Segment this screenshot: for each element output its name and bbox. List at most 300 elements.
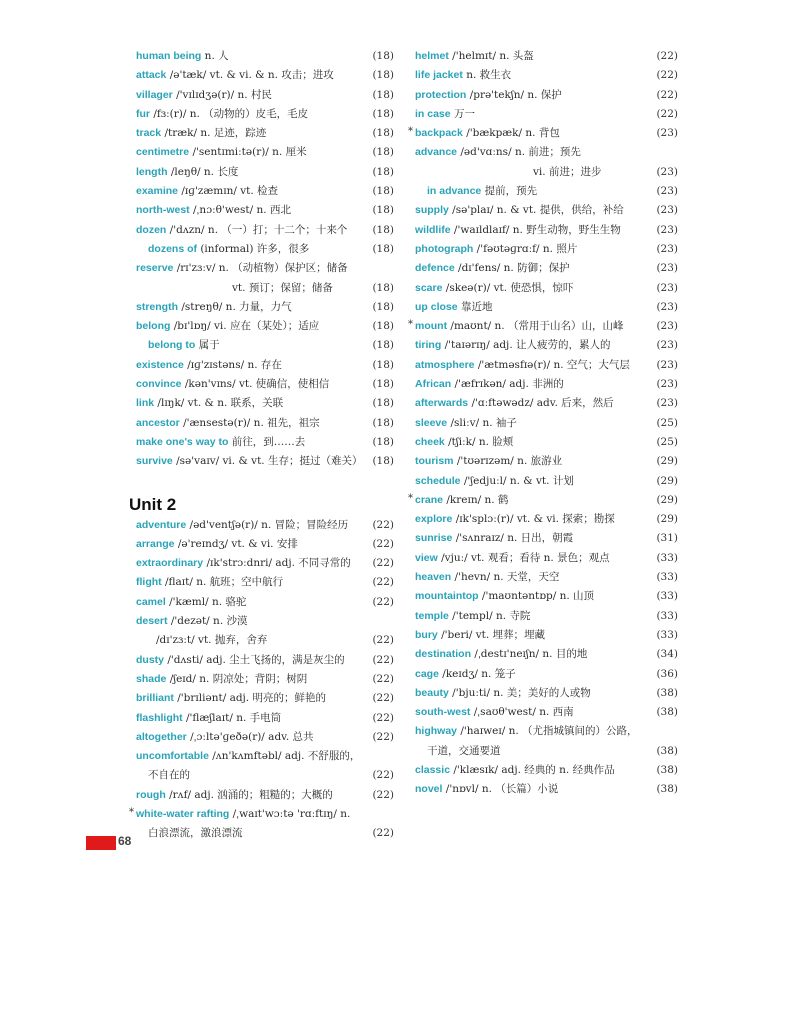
definition: /ə'reɪndʒ/ vt. & vi. 安排 [174,537,298,550]
vocab-entry [408,317,678,336]
headword: link [136,397,155,410]
vocab-list-unit2 [129,516,394,844]
entry-text [415,259,638,278]
vocab-entry [415,626,678,645]
entry-text [136,163,354,182]
headword: African [415,378,452,391]
definition: vt. 预订；保留；储备 [232,281,333,294]
page-reference: (25) [656,435,678,448]
page-number: 68 [118,834,132,848]
vocab-entry [415,452,678,471]
entry-text [415,240,638,259]
definition: 干道，交通要道 [427,744,501,757]
definition: /rɪ'zɜːv/ n. （动植物）保护区；储备 [173,262,348,275]
entry-text [136,298,354,317]
vocab-entry [415,472,678,491]
headword: flashlight [136,711,183,724]
vocab-entry [136,689,394,708]
entry-text [136,593,354,612]
vocab-entry [136,47,394,66]
headword: classic [415,763,451,776]
headword: extraordinary [136,557,204,570]
headword: sleeve [415,416,448,429]
vocab-entry [136,824,394,843]
vocab-entry [415,47,678,66]
entry-text [232,279,354,298]
star-mark: * [408,319,413,331]
vocab-entry [415,665,678,684]
headword: centimetre [136,146,190,159]
definition: /ə'tæk/ vt. & vi. & n. 攻击；进攻 [166,69,334,82]
definition: /'ænsestə(r)/ n. 祖先，祖宗 [179,416,320,429]
headword: desert [136,615,168,628]
vocab-entry [136,554,394,573]
entry-text [415,780,638,799]
page-reference: (33) [656,609,678,622]
page-reference: (38) [656,686,678,699]
vocab-entry [136,279,394,298]
vocab-list-unit2-continued [408,47,678,800]
entry-text [408,317,638,336]
entry-text [415,66,638,85]
entry-text [156,631,354,650]
definition: /sliːv/ n. 袖子 [447,416,517,429]
vocab-entry [136,240,394,259]
right-column [408,47,678,800]
definition: /skeə(r)/ vt. 使恐惧，惊吓 [442,281,574,294]
definition: /'ʃedjuːl/ n. & vt. 计划 [460,474,574,487]
page-reference: (23) [656,262,678,275]
definition: vi. 前进；进步 [533,165,602,178]
page-reference: (22) [372,711,394,724]
entry-text [415,143,638,162]
entry-text [415,510,638,529]
definition: n. 救生衣 [462,69,512,82]
headword: scare [415,281,443,294]
headword: helmet [415,50,449,62]
page-reference: (23) [656,378,678,391]
vocab-entry [415,143,678,162]
headword: examine [136,185,179,198]
vocab-entry [415,587,678,606]
page-reference: (18) [372,50,394,62]
page-reference: (29) [656,493,678,506]
page-reference: (22) [372,653,394,666]
vocab-entry [415,703,678,722]
page-reference: (18) [372,320,394,333]
definition: /ˌwaɪt'wɔːtə 'rɑːftɪŋ/ n. [229,807,351,820]
vocab-entry [136,375,394,394]
page-reference: (23) [656,223,678,236]
definition: /sə'plaɪ/ n. & vt. 提供，供给，补给 [448,204,624,217]
definition: 万一 [450,107,475,120]
entry-text [415,47,638,66]
vocab-entry [415,568,678,587]
vocab-entry [415,221,678,240]
page-reference: (18) [372,146,394,159]
headword: brilliant [136,692,174,705]
headword: view [415,551,438,564]
vocab-entry [415,66,678,85]
page-reference: (18) [372,455,394,468]
definition: /dɪ'fens/ n. 防御；保护 [454,262,570,275]
definition: /ɪɡ'zæmɪn/ vt. 检查 [178,185,279,198]
headword: track [136,127,162,140]
entry-text [136,516,354,535]
page-reference: (38) [656,744,678,757]
headword: reserve [136,262,174,275]
headword: dusty [136,653,165,666]
headword: backpack [415,127,463,140]
vocab-entry [136,651,394,670]
definition: /'bjuːti/ n. 美；美好的人或物 [448,686,591,699]
page-reference: (23) [656,339,678,352]
vocab-entry [136,593,394,612]
vocab-entry [136,612,394,631]
definition: /'waɪldlaɪf/ n. 野生动物，野生生物 [450,223,621,236]
page-reference: (22) [656,107,678,120]
vocab-entry [136,433,394,452]
entry-text [136,259,354,278]
entry-text [136,554,354,573]
vocab-entry [136,535,394,554]
headword: novel [415,783,443,796]
left-column [129,47,394,844]
definition: /'klæsɪk/ adj. 经典的 n. 经典作品 [450,763,615,776]
page-reference: (18) [372,127,394,140]
entry-text [136,433,354,452]
page-reference: (29) [656,455,678,468]
entry-text [415,336,638,355]
headword: cheek [415,435,445,448]
headword: supply [415,204,449,217]
definition: /sə'vaɪv/ vi. & vt. 生存；挺过（难关） [172,455,363,468]
definition: /rʌf/ adj. 汹涌的；粗糙的；大概的 [165,788,333,801]
headword: belong to [148,339,196,352]
vocab-entry [136,163,394,182]
entry-text [136,124,354,143]
headword: strength [136,300,178,313]
vocab-entry [415,375,678,394]
entry-text [136,728,354,747]
headword: arrange [136,537,175,550]
page-reference: (22) [372,595,394,608]
page-reference: (22) [656,88,678,101]
vocab-entry [136,516,394,535]
headword: dozen [136,223,167,236]
page-reference: (18) [372,416,394,429]
vocab-list-unit1 [136,47,394,472]
entry-text [415,645,638,664]
definition: /leŋθ/ n. 长度 [167,165,239,178]
entry-text [415,452,638,471]
page-reference: (22) [372,576,394,589]
page-reference: (29) [656,513,678,526]
vocab-entry [415,780,678,799]
page-reference: (18) [372,88,394,101]
page-reference: (22) [372,730,394,743]
definition: /'dʌzn/ n. （一）打；十二个；十来个 [166,223,348,236]
definition: /ɪk'splɔː(r)/ vt. & vi. 探索；勘探 [452,513,615,526]
definition: /'bækpæk/ n. 背包 [462,127,560,140]
vocab-entry [136,747,394,766]
vocab-entry [408,124,678,143]
definition: /'tʊərɪzəm/ n. 旅游业 [453,455,563,468]
entry-text [408,124,638,143]
page-reference: (22) [372,827,394,840]
headword: defence [415,262,455,275]
headword: heaven [415,571,452,584]
vocab-entry [136,182,394,201]
vocab-entry [415,510,678,529]
entry-text [136,317,354,336]
page-reference: (23) [656,185,678,198]
entry-text [136,747,361,766]
entry-text [148,336,354,355]
definition: /əd'ventʃə(r)/ n. 冒险；冒险经历 [186,518,349,531]
headword: south-west [415,706,471,719]
page-reference: (23) [656,281,678,294]
vocab-entry [415,86,678,105]
headword: atmosphere [415,358,475,371]
vocab-entry [136,259,394,278]
definition: /lɪŋk/ vt. & n. 联系，关联 [154,397,284,410]
definition: /prə'tekʃn/ n. 保护 [466,88,562,101]
entry-text [415,722,638,741]
vocab-entry [136,414,394,433]
headword: flight [136,576,162,589]
headword: convince [136,378,182,391]
unit-heading: Unit 2 [129,494,177,514]
page-reference: (34) [656,648,678,661]
definition: /dɪ'zɜːt/ vt. 抛弃，舍弃 [156,634,268,647]
page-reference: (23) [656,165,678,178]
definition: /'fəʊtəɡrɑːf/ n. 照片 [473,242,578,255]
page-reference: (18) [372,107,394,120]
headword: mountaintop [415,590,479,603]
page-reference: (22) [372,518,394,531]
definition: /tʃiːk/ n. 脸颊 [444,435,514,448]
entry-text [415,201,638,220]
headword: shade [136,672,167,685]
page-reference: (23) [656,127,678,140]
vocab-entry [415,163,678,182]
entry-text [129,805,354,824]
definition: /'ɑːftəwədz/ adv. 后来，然后 [468,397,614,410]
vocab-entry [136,573,394,592]
page-reference: (33) [656,628,678,641]
entry-text [136,375,354,394]
definition: 前往，到……去 [228,435,306,448]
star-mark: * [129,806,134,818]
definition: 不自在的 [148,769,190,782]
vocab-entry [129,805,394,824]
page-reference: (18) [372,339,394,352]
page-reference: (22) [656,50,678,62]
vocab-entry [136,66,394,85]
page-reference: (18) [372,204,394,217]
entry-text [136,651,354,670]
headword: life jacket [415,69,463,82]
headword: dozens of [148,242,197,255]
vocab-entry [136,336,394,355]
page-reference: (22) [372,788,394,801]
definition: /'helmɪt/ n. 头盔 [448,50,534,62]
vocab-entry [136,356,394,375]
definition: /'æfrɪkən/ adj. 非洲的 [451,378,564,391]
definition: /streŋθ/ n. 力量，力气 [178,300,292,313]
definition: /'ætməsfɪə(r)/ n. 空气；大气层 [474,358,630,371]
page-reference: (38) [656,706,678,719]
definition: /ʃeɪd/ n. 阴凉处；背阴；树阴 [166,672,308,685]
vocab-entry [136,201,394,220]
entry-text [136,573,354,592]
vocab-entry [415,549,678,568]
page-reference: (36) [656,667,678,680]
entry-text [148,240,354,259]
vocab-entry [415,433,678,452]
entry-text [136,143,354,162]
entry-text [136,535,354,554]
page-reference: (18) [372,397,394,410]
definition: /'maʊntəntɒp/ n. 山顶 [478,590,595,603]
vocab-entry [136,298,394,317]
definition: /'sentɪmiːtə(r)/ n. 厘米 [189,146,307,159]
vocab-entry [415,356,678,375]
entry-text [136,356,354,375]
page-reference: (33) [656,590,678,603]
entry-text [136,394,354,413]
definition: /'flæʃlaɪt/ n. 手电筒 [182,711,282,724]
vocab-entry [136,786,394,805]
entry-text [136,105,354,124]
headword: advance [415,146,458,159]
headword: destination [415,648,472,661]
headword: ancestor [136,416,180,429]
definition: /'haɪweɪ/ n. （尤指城镇间的）公路， [457,725,638,738]
vocab-entry [415,529,678,548]
definition: 白浪漂流，激浪漂流 [148,827,243,840]
page-marker-bar [86,836,116,850]
vocab-entry [415,761,678,780]
headword: cage [415,667,439,680]
headword: wildlife [415,223,451,236]
headword: adventure [136,518,187,531]
star-mark: * [408,492,413,504]
star-mark: * [408,126,413,138]
headword: make one's way to [136,435,229,448]
entry-text [415,298,638,317]
headword: sunrise [415,532,453,545]
headword: beauty [415,686,449,699]
headword: afterwards [415,397,469,410]
definition: /flaɪt/ n. 航班；空中航行 [161,576,284,589]
entry-text [427,182,638,201]
entry-text [136,612,354,631]
entry-text [415,568,638,587]
entry-text [415,761,638,780]
entry-text [415,86,638,105]
definition: /ɪk'strɔːdnri/ adj. 不同寻常的 [203,557,351,570]
vocab-entry [136,670,394,689]
headword: north-west [136,204,190,217]
page-reference: (18) [372,185,394,198]
definition: /'dʌsti/ adj. 尘土飞扬的，满是灰尘的 [164,653,345,666]
entry-text [415,433,638,452]
page-reference: (18) [372,69,394,82]
headword: temple [415,609,449,622]
headword: human being [136,50,202,62]
definition: /'kæml/ n. 骆驼 [165,595,247,608]
definition: /'taɪərɪŋ/ adj. 让人疲劳的，累人的 [441,339,611,352]
definition: /keɪdʒ/ n. 笼子 [438,667,516,680]
entry-text [148,824,354,843]
entry-text [136,709,354,728]
definition: /'hevn/ n. 天堂，天空 [451,571,560,584]
page-reference: (22) [372,769,394,782]
vocab-entry [136,766,394,785]
vocab-entry [415,336,678,355]
entry-text [415,394,638,413]
entry-text [136,689,354,708]
vocab-entry [136,452,394,471]
entry-text [136,47,354,66]
definition: /maʊnt/ n. （常用于山名）山，山峰 [447,320,624,333]
vocab-entry [415,240,678,259]
vocab-entry [415,607,678,626]
vocab-entry [136,221,394,240]
page-reference: (38) [656,783,678,796]
vocab-entry [136,728,394,747]
entry-text [415,549,638,568]
headword: up close [415,300,458,313]
entry-text [415,414,638,433]
page-reference: (23) [656,358,678,371]
entry-text [427,742,638,761]
vocab-entry [415,201,678,220]
definition: /fɜː(r)/ n. （动物的）皮毛，毛皮 [150,107,309,120]
page-reference: (23) [656,397,678,410]
vocab-entry [136,317,394,336]
entry-text [136,86,354,105]
page-reference: (18) [372,300,394,313]
vocab-entry [415,394,678,413]
vocab-entry [136,124,394,143]
entry-text [136,786,354,805]
page-reference: (18) [372,223,394,236]
headword: bury [415,628,438,641]
headword: highway [415,725,458,738]
headword: explore [415,513,453,526]
definition: /ˌɔːltə'ɡeðə(r)/ adv. 总共 [186,730,314,743]
definition: 属于 [195,339,220,352]
headword: tiring [415,339,442,352]
entry-text [415,529,638,548]
entry-text [136,452,363,471]
page-reference: (33) [656,571,678,584]
entry-text [136,182,354,201]
definition: /'beri/ vt. 埋葬；埋藏 [437,628,546,641]
page-reference: (22) [372,672,394,685]
definition: /ˌdestɪ'neɪʃn/ n. 目的地 [471,648,588,661]
headword: uncomfortable [136,750,209,763]
vocab-entry [415,105,678,124]
vocab-entry [136,143,394,162]
headword: camel [136,595,166,608]
definition: 靠近地 [457,300,493,313]
page-reference: (38) [656,763,678,776]
definition: /ˌnɔːθ'west/ n. 西北 [189,204,291,217]
